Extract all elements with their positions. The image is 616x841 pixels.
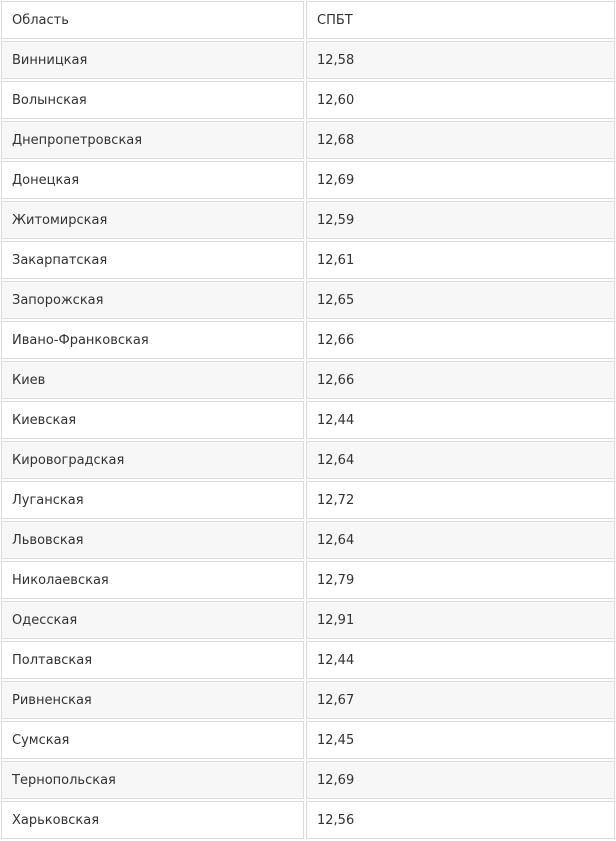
value-cell: 12,79 (306, 561, 615, 599)
value-cell: 12,69 (306, 161, 615, 199)
table-row (1, 361, 615, 399)
table-row (1, 761, 615, 799)
table-row (1, 561, 615, 599)
region-cell: Волынская (1, 81, 304, 119)
value-cell: 12,58 (306, 41, 615, 79)
region-cell: Ивано-Франковская (1, 321, 304, 359)
value-cell: 12,44 (306, 641, 615, 679)
table-row (1, 521, 615, 559)
table-row (1, 81, 615, 119)
region-cell: Николаевская (1, 561, 304, 599)
value-cell: 12,64 (306, 521, 615, 559)
region-cell: Харьковская (1, 801, 304, 839)
table-row (1, 161, 615, 199)
value-cell: 12,66 (306, 361, 615, 399)
table-row (1, 641, 615, 679)
value-cell: 12,69 (306, 761, 615, 799)
table-row (1, 121, 615, 159)
table-row (1, 201, 615, 239)
value-cell: 12,72 (306, 481, 615, 519)
value-cell: 12,68 (306, 121, 615, 159)
region-cell: Одесская (1, 601, 304, 639)
table-row (1, 801, 615, 839)
value-cell: 12,65 (306, 281, 615, 319)
region-cell: Днепропетровская (1, 121, 304, 159)
value-cell: 12,56 (306, 801, 615, 839)
region-cell: Сумская (1, 721, 304, 759)
value-cell: 12,61 (306, 241, 615, 279)
region-cell: Винницкая (1, 41, 304, 79)
value-cell: 12,45 (306, 721, 615, 759)
header-value: СПБТ (306, 1, 615, 39)
value-cell: 12,44 (306, 401, 615, 439)
table-row (1, 281, 615, 319)
table-row (1, 321, 615, 359)
region-cell: Донецкая (1, 161, 304, 199)
header-region: Область (1, 1, 304, 39)
region-cell: Запорожская (1, 281, 304, 319)
value-cell: 12,59 (306, 201, 615, 239)
value-cell: 12,64 (306, 441, 615, 479)
value-cell: 12,66 (306, 321, 615, 359)
region-cell: Кировоградская (1, 441, 304, 479)
region-cell: Полтавская (1, 641, 304, 679)
value-cell: 12,67 (306, 681, 615, 719)
table-header-row (1, 1, 615, 39)
table-row (1, 41, 615, 79)
region-cell: Житомирская (1, 201, 304, 239)
table-row (1, 721, 615, 759)
table-row (1, 241, 615, 279)
region-cell: Львовская (1, 521, 304, 559)
value-cell: 12,60 (306, 81, 615, 119)
table-row (1, 681, 615, 719)
table-body (1, 1, 615, 839)
region-cell: Закарпатская (1, 241, 304, 279)
region-cell: Киев (1, 361, 304, 399)
region-cell: Ривненская (1, 681, 304, 719)
table-row (1, 441, 615, 479)
value-cell: 12,91 (306, 601, 615, 639)
region-cell: Тернопольская (1, 761, 304, 799)
table-row (1, 481, 615, 519)
table-row (1, 601, 615, 639)
region-cell: Луганская (1, 481, 304, 519)
table-row (1, 401, 615, 439)
region-cell: Киевская (1, 401, 304, 439)
